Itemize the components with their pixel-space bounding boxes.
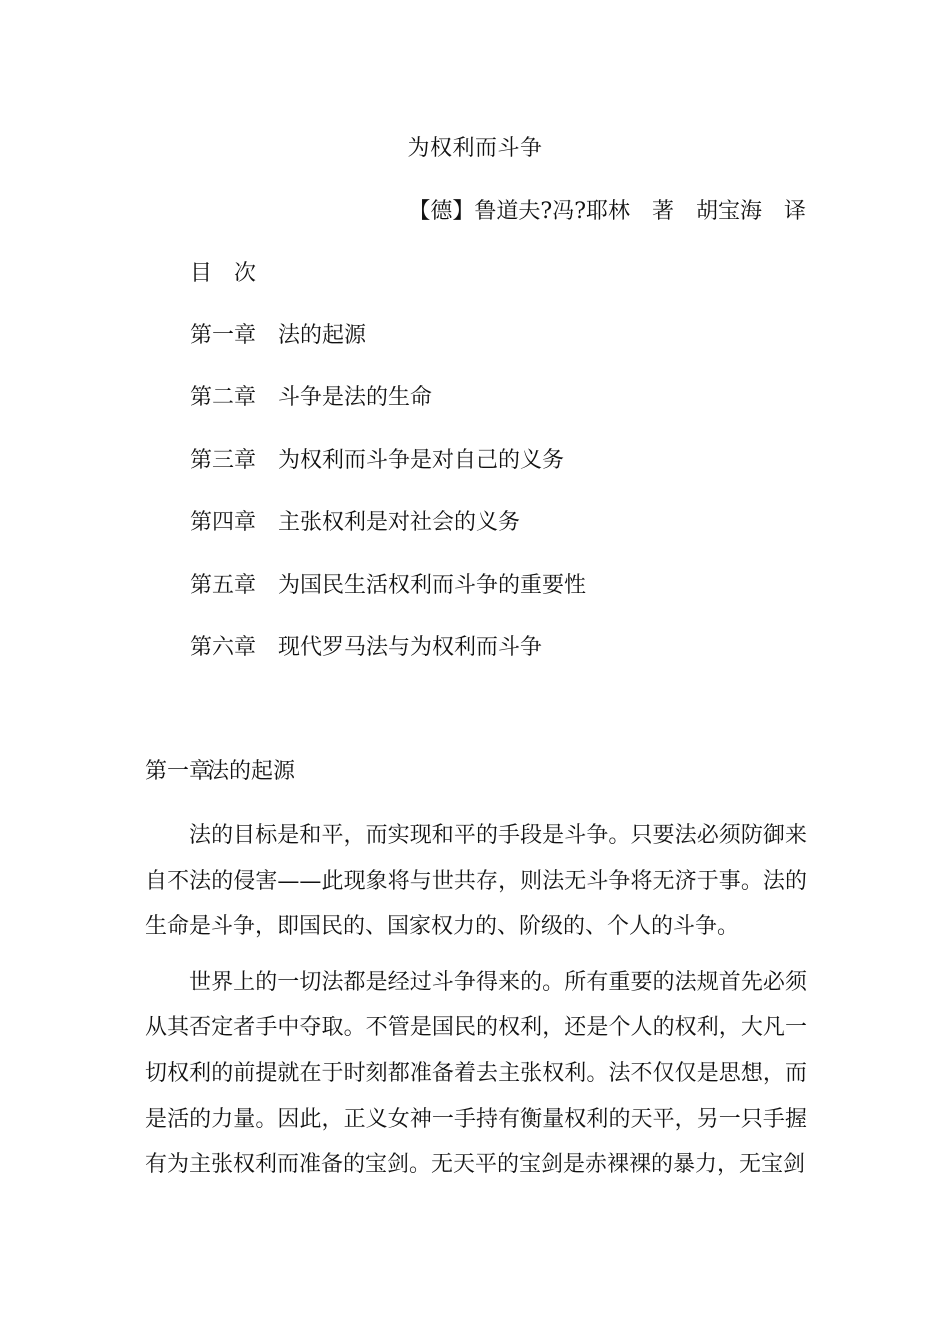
- author-translator-line: 【德】鲁道夫?冯?耶林 著 胡宝海 译: [408, 199, 806, 224]
- chapter-title: 法的起源: [207, 759, 296, 784]
- table-of-contents: [190, 320, 586, 694]
- toc-item: [190, 445, 586, 507]
- toc-item: [190, 320, 586, 382]
- toc-item-title: 为权利而斗争是对自己的义务: [278, 447, 565, 473]
- toc-item-number: 第一章: [190, 323, 257, 348]
- chapter-body: [145, 813, 807, 1198]
- chapter-heading: [145, 756, 295, 788]
- body-paragraph: 法的目标是和平，而实现和平的手段是斗争。只要法必须防御来自不法的侵害——此现象将与世共存，则法无斗争将无济于事。法的生命是斗争，即国民的、国家权力的、阶级的、个人的斗争。: [145, 823, 807, 940]
- toc-item-title: 主张权利是对社会的义务: [278, 510, 521, 536]
- body-paragraph: 世界上的一切法都是经过斗争得来的。所有重要的法规首先必须从其否定者手中夺取。不管是国民的权利，还是个人的权利，大凡一切权利的前提就在于时刻都准备着去主张权利。法不仅仅是思想，而是活的力量。因此，正义女神一手持有衡量权利的天平，另一只手握有为主张权利而准备的宝剑。无天平的宝剑是赤裸裸的暴力，无宝剑: [145, 969, 807, 1178]
- toc-item-title: 现代罗马法与为权利而斗争: [278, 634, 543, 660]
- document-title: 为权利而斗争: [407, 136, 543, 161]
- toc-item: [190, 382, 586, 444]
- toc-heading: 目 次: [190, 261, 257, 286]
- toc-item: [190, 507, 586, 569]
- toc-item-title: 斗争是法的生命: [278, 385, 433, 411]
- toc-item-title: 法的起源: [278, 323, 367, 348]
- toc-item-number: 第二章: [190, 385, 257, 411]
- toc-item: [190, 632, 586, 694]
- toc-item-number: 第六章: [190, 634, 257, 660]
- toc-item-number: 第五章: [190, 572, 257, 598]
- toc-item-number: 第三章: [190, 447, 257, 473]
- toc-item-number: 第四章: [190, 510, 257, 536]
- toc-item-title: 为国民生活权利而斗争的重要性: [278, 572, 587, 598]
- chapter-number: 第一章: [145, 759, 212, 784]
- toc-item: [190, 570, 586, 632]
